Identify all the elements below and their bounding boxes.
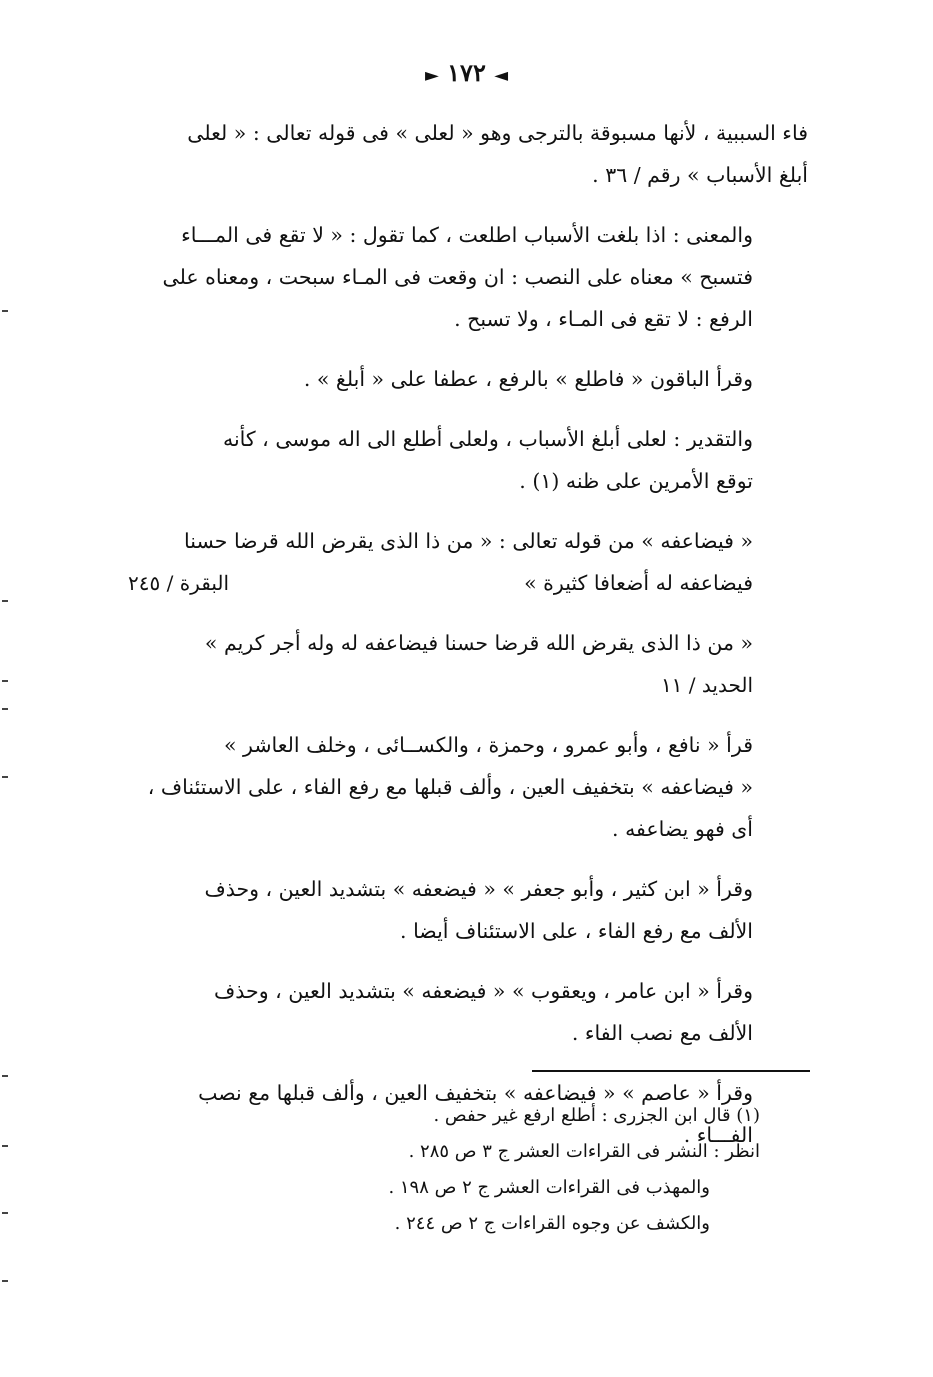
- text-line: أى فهو يضاعفه .: [612, 817, 753, 841]
- paragraph-meaning: [128, 214, 808, 340]
- text-line: الألف مع نصب الفاء .: [571, 1021, 753, 1045]
- footnote-line: انظر : النشر فى القراءات العشر ج ٣ ص ٢٨٥ .: [408, 1141, 760, 1162]
- footnote-separator: [532, 1070, 810, 1072]
- paragraph-reading-ibn-amir: [128, 970, 808, 1054]
- scan-margin-mark: [2, 1212, 8, 1214]
- footnote-line: والمهذب فى القراءات العشر ج ٢ ص ١٩٨ .: [388, 1177, 710, 1198]
- text-line: « فيضاعفه » من قوله تعالى : « من ذا الذى يقرض الله قرضا حسنا: [184, 529, 753, 553]
- text-line: الفـــاء .: [683, 1123, 753, 1147]
- text-line: فتسبح » معناه على النصب : ان وقعت فى المـاء سبحت ، ومعناه على: [162, 265, 753, 289]
- page-number: [0, 58, 933, 87]
- text-line: قرأ « نافع ، وأبو عمرو ، وحمزة ، والكســائى ، وخلف العاشر »: [223, 733, 753, 757]
- paragraph-verse-baqara: [128, 520, 808, 604]
- text-line: وقرأ « عاصم » « فيضاعفه » بتخفيف العين ، وألف قبلها مع نصب: [198, 1081, 753, 1105]
- text-line: « فيضاعفه » بتخفيف العين ، وألف قبلها مع رفع الفاء ، على الاستئناف ،: [147, 775, 753, 799]
- body-text: [128, 112, 808, 1174]
- scan-margin-mark: [2, 1145, 8, 1147]
- paragraph-reading-ibn-kathir: [128, 868, 808, 952]
- scan-margin-mark: [2, 776, 8, 778]
- paragraph-taqdir: [128, 418, 808, 502]
- footnote-line: والكشف عن وجوه القراءات ج ٢ ص ٢٤٤ .: [394, 1213, 710, 1234]
- text-line: والمعنى : اذا بلغت الأسباب اطلعت ، كما تقول : « لا تقع فى المـــاء: [181, 223, 753, 247]
- paragraph-others-reading: [128, 358, 808, 400]
- footnote-line: (١) قال ابن الجزرى : أطلع ارفع غير حفص .: [433, 1105, 760, 1126]
- scan-margin-mark: [2, 680, 8, 682]
- scan-margin-mark: [2, 708, 8, 710]
- paragraph-fa-sababiyya: [128, 112, 808, 196]
- footnotes: [300, 1098, 760, 1242]
- text-line: فاء السببية ، لأنها مسبوقة بالترجى وهو « لعلى » فى قوله تعالى : « لعلى: [187, 121, 808, 145]
- page-number-right-ornament: ►: [424, 65, 439, 86]
- text-line: فيضاعفه له أضعافا كثيرة »: [524, 571, 753, 595]
- page-number-value: ١٧٢: [447, 58, 486, 87]
- text-line: « من ذا الذى يقرض الله قرضا حسنا فيضاعفه له وله أجر كريم »: [204, 631, 753, 655]
- text-line: والتقدير : لعلى أبلغ الأسباب ، ولعلى أطلع الى اله موسى ، كأنه: [222, 427, 753, 451]
- surah-reference: الحديد / ١١: [660, 673, 753, 697]
- page-number-left-ornament: ◄: [494, 65, 509, 86]
- text-line: أبلغ الأسباب » رقم / ٣٦ .: [592, 163, 808, 187]
- text-line: توقع الأمرين على ظنه (١) .: [519, 469, 753, 493]
- scan-margin-mark: [2, 310, 8, 312]
- text-line: وقرأ « ابن عامر ، ويعقوب » « فيضعفه » بتشديد العين ، وحذف: [214, 979, 753, 1003]
- text-line: الرفع : لا تقع فى المـاء ، ولا تسبح .: [454, 307, 753, 331]
- surah-reference: البقرة / ٢٤٥: [128, 571, 230, 595]
- scan-margin-mark: [2, 600, 8, 602]
- text-line: وقرأ الباقون « فاطلع » بالرفع ، عطفا على « أبلغ » .: [303, 367, 753, 391]
- scan-margin-mark: [2, 1075, 8, 1077]
- text-line: وقرأ « ابن كثير ، وأبو جعفر » « فيضعفه » بتشديد العين ، وحذف: [204, 877, 753, 901]
- paragraph-reading-nafi: [128, 724, 808, 850]
- paragraph-verse-hadid: [128, 622, 808, 706]
- text-line: الألف مع رفع الفاء ، على الاستئناف أيضا .: [400, 919, 753, 943]
- scan-margin-mark: [2, 1280, 8, 1282]
- text-line-with-reference: [128, 562, 808, 604]
